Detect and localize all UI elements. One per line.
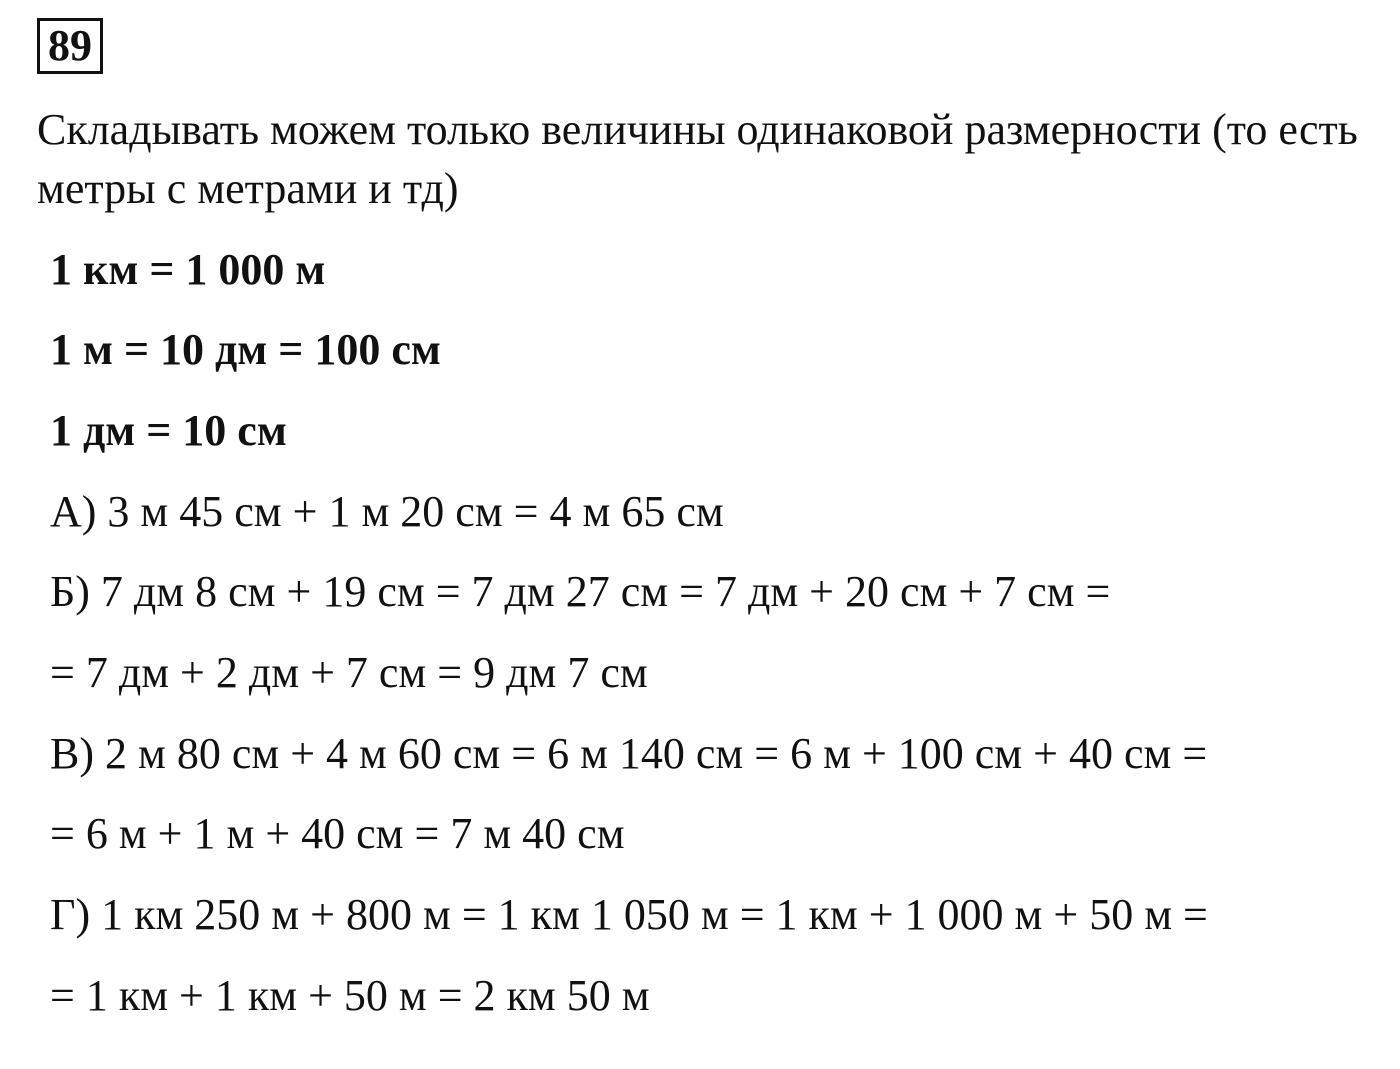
unit-rule-dm: 1 дм = 10 см [50,406,287,455]
problem-number: 89 [37,18,103,74]
solution-a: А) 3 м 45 см + 1 м 20 см = 4 м 65 см [50,487,724,536]
solution-g-line-2: = 1 км + 1 км + 50 м = 2 км 50 м [50,971,650,1020]
solution-v-line-2: = 6 м + 1 м + 40 см = 7 м 40 см [50,809,625,858]
unit-rule-km: 1 км = 1 000 м [50,245,326,294]
solution-g-line-1: Г) 1 км 250 м + 800 м = 1 км 1 050 м = 1 км + 1 000 м + 50 м = [50,890,1208,939]
unit-rule-m: 1 м = 10 дм = 100 см [50,325,441,374]
intro-text: Складывать можем только величины одинаковой размерности (то есть метры с метрами и тд) [37,105,1358,213]
solution-b-line-1: Б) 7 дм 8 см + 19 см = 7 дм 27 см = 7 дм + 20 см + 7 см = [50,567,1111,616]
solution-b-line-2: = 7 дм + 2 дм + 7 см = 9 дм 7 см [50,648,648,697]
solution-v-line-1: В) 2 м 80 см + 4 м 60 см = 6 м 140 см = 6 м + 100 см + 40 см = [50,729,1208,778]
